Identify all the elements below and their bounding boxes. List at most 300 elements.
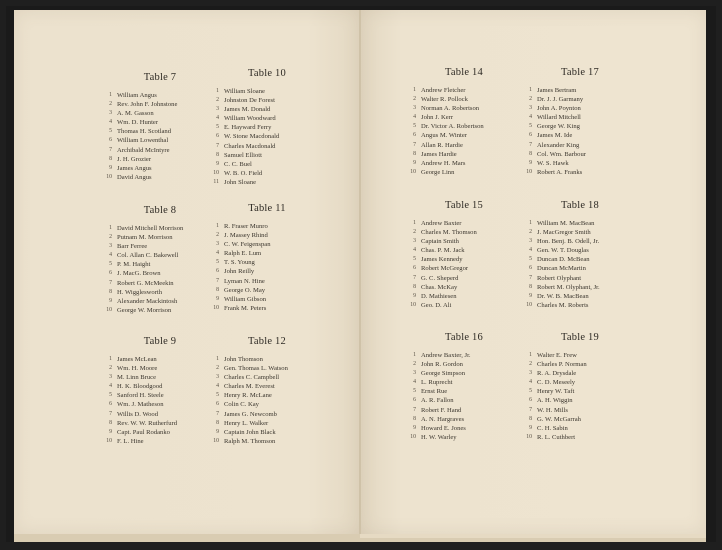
seat-number: 5: [216, 259, 219, 266]
seat-number: 9: [216, 428, 219, 435]
seat-row: [520, 104, 640, 113]
seat-list: [520, 351, 640, 442]
seat-number: 7: [529, 406, 532, 413]
table-title: Table 11: [248, 203, 286, 214]
seat-number: 2: [216, 365, 219, 372]
seat-number: 2: [529, 361, 532, 368]
table-title: Table 15: [445, 200, 483, 211]
guest-name: James Bertram: [537, 87, 577, 94]
seat-row: [100, 91, 220, 100]
seat-row: [520, 131, 640, 140]
seat-number: 9: [109, 428, 112, 435]
guest-name: Henry R. McLane: [224, 392, 272, 400]
seat-number: 5: [216, 392, 219, 399]
seat-row: [520, 159, 640, 168]
seat-row: [100, 260, 220, 269]
seat-number: 1: [109, 356, 112, 362]
seat-row: [404, 219, 524, 228]
guest-name: T. S. Young: [224, 259, 255, 267]
seat-row: [207, 428, 327, 437]
seat-row: [520, 283, 640, 292]
guest-name: Rev. John F. Johnstone: [117, 101, 178, 109]
seat-row: [404, 264, 524, 273]
guest-name: C. C. Buel: [224, 160, 252, 168]
seat-list: [520, 86, 640, 177]
table-title: Table 7: [143, 72, 177, 83]
guest-name: Angus M. Winter: [421, 132, 467, 140]
guest-name: Charles C. Campbell: [224, 374, 280, 382]
seat-number: 8: [109, 288, 112, 295]
seat-number: 9: [529, 424, 532, 431]
seat-number: 3: [529, 238, 532, 245]
seat-number: 7: [413, 141, 416, 148]
seat-row: [520, 141, 640, 150]
seat-row: [100, 382, 220, 391]
seat-list: [100, 355, 220, 446]
seat-number: 3: [413, 370, 416, 377]
seat-number: 10: [410, 433, 416, 440]
seat-row: [207, 373, 327, 382]
guest-name: Charles M. Roberts: [537, 301, 589, 309]
seat-row: [100, 288, 220, 297]
guest-name: George W. King: [537, 123, 580, 131]
seat-number: 8: [109, 155, 112, 162]
guest-name: L. Ruprecht: [421, 379, 453, 387]
seat-number: 5: [529, 256, 532, 263]
seat-number: 7: [109, 279, 112, 286]
seat-row: [207, 169, 327, 178]
seat-row: [207, 355, 327, 364]
seat-row: [404, 159, 524, 168]
guest-name: William Woodward: [224, 115, 276, 123]
seat-number: 2: [216, 232, 219, 239]
seat-number: 3: [216, 374, 219, 381]
seat-number: 8: [216, 419, 219, 426]
seat-number: 6: [109, 401, 112, 408]
seat-number: 7: [529, 274, 532, 281]
guest-name: R. Fraser Munro: [224, 223, 268, 230]
guest-name: G. C. Sheperd: [421, 274, 459, 282]
seat-number: 2: [413, 96, 416, 103]
seat-row: [100, 173, 220, 182]
seat-row: [100, 400, 220, 409]
guest-name: Andrew Baxter: [421, 220, 462, 227]
seat-row: [100, 242, 220, 251]
seat-number: 9: [109, 297, 112, 304]
guest-name: Putnam M. Morrison: [117, 234, 173, 242]
seat-row: [404, 86, 524, 95]
seat-row: [520, 264, 640, 273]
seat-number: 10: [213, 169, 219, 176]
seat-number: 6: [216, 133, 219, 140]
seat-row: [100, 419, 220, 428]
guest-name: James G. Newcomb: [224, 410, 277, 418]
seat-number: 7: [413, 406, 416, 413]
seat-row: [520, 122, 640, 131]
seat-number: 2: [109, 234, 112, 241]
guest-name: C. H. Sabin: [537, 424, 568, 432]
guest-name: Robert McGregor: [421, 265, 469, 273]
seat-number: 8: [413, 283, 416, 290]
seat-number: 5: [413, 388, 416, 395]
guest-name: Ralph E. Lum: [224, 250, 262, 258]
guest-name: H. Wigglesworth: [117, 288, 163, 296]
seat-row: [520, 168, 640, 177]
seat-number: 8: [413, 150, 416, 157]
seat-row: [207, 437, 327, 446]
seat-number: 5: [413, 256, 416, 263]
table-title: Table 10: [248, 68, 286, 79]
seat-number: 3: [529, 105, 532, 112]
guest-name: James McLean: [117, 356, 157, 363]
table-11: [207, 203, 327, 313]
guest-name: Samuel Elliott: [224, 151, 262, 159]
table-10: [207, 68, 327, 187]
seat-row: [207, 391, 327, 400]
seat-number: 1: [413, 87, 416, 93]
seat-row: [520, 396, 640, 405]
seat-number: 6: [216, 268, 219, 275]
table-18: [520, 200, 640, 310]
seat-list: [207, 87, 327, 187]
table-title: Table 16: [445, 332, 483, 343]
seat-number: 6: [529, 397, 532, 404]
table-7: [100, 72, 220, 182]
seat-number: 2: [529, 96, 532, 103]
seat-number: 5: [109, 128, 112, 135]
table-8: [100, 205, 220, 315]
guest-name: C. W. Feigenspan: [224, 241, 271, 249]
seat-number: 2: [109, 101, 112, 108]
guest-name: Ernst Rue: [421, 388, 448, 396]
seat-number: 3: [413, 238, 416, 245]
seat-list: [404, 219, 524, 310]
guest-name: Sanford H. Steele: [117, 392, 164, 400]
seat-number: 10: [410, 168, 416, 175]
guest-name: Charles P. Norman: [537, 361, 587, 369]
seat-row: [520, 274, 640, 283]
guest-name: Chas. McKay: [421, 283, 458, 291]
guest-name: R. A. Drysdale: [537, 370, 577, 378]
seat-number: 2: [413, 361, 416, 368]
seat-row: [100, 127, 220, 136]
seat-number: 4: [109, 252, 112, 259]
seat-list: [404, 86, 524, 177]
table-title: Table 12: [248, 336, 286, 347]
guest-name: Frank M. Peters: [224, 304, 267, 312]
seat-row: [207, 96, 327, 105]
guest-name: David Mitchell Morrison: [117, 225, 184, 232]
seat-row: [207, 142, 327, 151]
seat-row: [404, 168, 524, 177]
seat-row: [404, 95, 524, 104]
seat-number: 8: [529, 415, 532, 422]
guest-name: Barr Ferree: [117, 243, 148, 251]
seat-number: 5: [529, 388, 532, 395]
seat-row: [404, 104, 524, 113]
seat-number: 3: [109, 110, 112, 117]
seat-row: [207, 295, 327, 304]
seat-number: 8: [216, 286, 219, 293]
seat-number: 1: [216, 223, 219, 229]
guest-name: Henry W. Taft: [537, 388, 575, 396]
seat-row: [520, 86, 640, 95]
seat-row: [520, 415, 640, 424]
seat-number: 4: [109, 383, 112, 390]
guest-name: Robert M. Olyphant, Jr.: [537, 283, 600, 291]
seat-number: 7: [413, 274, 416, 281]
seat-row: [100, 118, 220, 127]
guest-name: Duncan D. McBean: [537, 256, 590, 264]
seat-number: 10: [213, 437, 219, 444]
guest-name: Robert F. Hand: [421, 406, 462, 414]
table-title: Table 17: [561, 67, 599, 78]
seat-row: [520, 433, 640, 442]
seat-number: 8: [413, 415, 416, 422]
guest-name: Duncan McMartin: [537, 265, 586, 273]
guest-name: D. Mathiesen: [421, 292, 457, 300]
guest-name: George Linn: [421, 168, 455, 176]
guest-name: Willis D. Wood: [117, 410, 159, 418]
seat-number: 4: [216, 115, 219, 122]
guest-name: J. Massey Rhind: [224, 232, 268, 240]
seat-row: [207, 267, 327, 276]
guest-name: W. Stone Macdonald: [224, 133, 280, 141]
seat-number: 10: [106, 437, 112, 444]
seat-number: 2: [413, 229, 416, 236]
seat-row: [520, 292, 640, 301]
table-17: [520, 67, 640, 177]
seat-number: 10: [106, 306, 112, 313]
guest-name: F. L. Hine: [117, 437, 144, 445]
seat-number: 9: [413, 292, 416, 299]
seat-row: [520, 424, 640, 433]
seat-row: [207, 304, 327, 313]
seat-row: [404, 424, 524, 433]
guest-name: A. M. Gasson: [117, 110, 154, 118]
guest-name: Col. Wm. Barbour: [537, 150, 586, 158]
seat-row: [100, 109, 220, 118]
seat-number: 3: [529, 370, 532, 377]
guest-name: Andrew Fletcher: [421, 87, 466, 94]
seat-number: 9: [413, 424, 416, 431]
page-edge-inner: [360, 534, 706, 538]
seat-row: [100, 269, 220, 278]
seat-row: [404, 274, 524, 283]
guest-name: James M. Ide: [537, 132, 573, 140]
guest-name: Walter E. Frew: [537, 352, 577, 359]
guest-name: James Hardie: [421, 150, 457, 158]
guest-name: J. MacG. Brown: [117, 270, 161, 278]
guest-name: W. B. O. Field: [224, 169, 263, 177]
seat-row: [404, 378, 524, 387]
seat-number: 9: [529, 292, 532, 299]
table-19: [520, 332, 640, 442]
guest-name: Norman A. Robertson: [421, 105, 480, 113]
guest-name: J. MacGregor Smith: [537, 229, 591, 237]
guest-name: Howard E. Jones: [421, 424, 466, 432]
seat-row: [207, 249, 327, 258]
guest-name: A. N. Hargraves: [421, 415, 465, 423]
guest-name: Dr. Victor A. Robertson: [421, 123, 484, 131]
seat-row: [520, 246, 640, 255]
seat-number: 8: [529, 283, 532, 290]
seat-row: [404, 237, 524, 246]
guest-name: E. Hayward Ferry: [224, 124, 272, 132]
guest-name: Captain Smith: [421, 238, 459, 246]
seat-row: [207, 410, 327, 419]
seat-row: [520, 360, 640, 369]
guest-name: James Angus: [117, 164, 152, 172]
seat-row: [207, 151, 327, 160]
seat-row: [100, 437, 220, 446]
seat-row: [404, 246, 524, 255]
seat-list: [520, 219, 640, 310]
seat-row: [207, 382, 327, 391]
guest-name: Archibald McIntyre: [117, 146, 170, 154]
guest-name: R. L. Cuthbert: [537, 433, 576, 441]
guest-name: George Simpson: [421, 370, 466, 378]
guest-name: Lyman N. Hine: [224, 277, 265, 285]
seat-row: [404, 433, 524, 442]
seat-row: [207, 240, 327, 249]
seat-row: [520, 387, 640, 396]
seat-number: 8: [529, 150, 532, 157]
seat-row: [520, 150, 640, 159]
guest-name: Thomas H. Scotland: [117, 128, 172, 136]
guest-name: Captain John Black: [224, 428, 276, 436]
seat-number: 9: [413, 159, 416, 166]
guest-name: A. R. Fallon: [421, 397, 454, 405]
seat-number: 6: [109, 137, 112, 144]
seat-row: [520, 113, 640, 122]
table-title: Table 19: [561, 332, 599, 343]
guest-name: John A. Poynton: [537, 105, 581, 113]
seat-row: [100, 306, 220, 315]
seat-number: 6: [529, 265, 532, 272]
seat-list: [207, 222, 327, 313]
table-title: Table 18: [561, 200, 599, 211]
seat-row: [404, 113, 524, 122]
guest-name: Willard Mitchell: [537, 114, 581, 122]
seat-number: 1: [216, 88, 219, 94]
seat-number: 6: [413, 265, 416, 272]
seat-number: 2: [216, 97, 219, 104]
seat-row: [207, 87, 327, 96]
seat-row: [207, 364, 327, 373]
seat-row: [100, 428, 220, 437]
seat-number: 5: [216, 124, 219, 131]
seat-number: 10: [410, 301, 416, 308]
guest-name: David Angus: [117, 173, 152, 181]
seat-number: 1: [109, 225, 112, 231]
table-title: Table 9: [143, 336, 177, 347]
guest-name: James M. Donald: [224, 106, 271, 114]
seat-row: [100, 251, 220, 260]
guest-name: G. W. McGarrah: [537, 415, 581, 423]
guest-name: John Thomson: [224, 356, 263, 363]
seat-number: 7: [216, 142, 219, 149]
seat-number: 5: [109, 261, 112, 268]
seat-row: [404, 396, 524, 405]
seat-row: [404, 255, 524, 264]
seat-row: [100, 279, 220, 288]
seat-number: 1: [109, 92, 112, 98]
guest-name: William Gibson: [224, 295, 267, 303]
seat-row: [404, 150, 524, 159]
seat-row: [404, 360, 524, 369]
seat-number: 8: [109, 419, 112, 426]
guest-name: H. W. Warley: [421, 433, 457, 441]
seat-row: [207, 178, 327, 187]
seat-row: [100, 373, 220, 382]
guest-name: Wm. J. Matheson: [117, 401, 164, 409]
seat-number: 4: [216, 250, 219, 257]
seat-row: [207, 123, 327, 132]
guest-name: Henry L. Walker: [224, 419, 269, 427]
guest-name: James Kennedy: [421, 256, 463, 264]
seat-list: [100, 224, 220, 315]
table-title: Table 8: [143, 205, 177, 216]
seat-number: 6: [413, 397, 416, 404]
guest-name: John Reilly: [224, 268, 255, 276]
seat-row: [100, 355, 220, 364]
seat-number: 4: [109, 119, 112, 126]
seat-row: [100, 224, 220, 233]
table-14: [404, 67, 524, 177]
seat-number: 5: [413, 123, 416, 130]
guest-name: George O. May: [224, 286, 266, 294]
guest-name: Alexander Mackintosh: [117, 297, 178, 305]
seat-row: [100, 297, 220, 306]
guest-name: Wm. D. Hunter: [117, 119, 159, 127]
guest-name: Walter R. Pollock: [421, 96, 468, 104]
table-16: [404, 332, 524, 442]
seat-row: [404, 141, 524, 150]
guest-name: W. S. Hawk: [537, 159, 569, 167]
seat-number: 5: [109, 392, 112, 399]
table-9: [100, 336, 220, 446]
guest-name: Hon. Benj. B. Odell, Jr.: [537, 238, 600, 246]
seat-row: [520, 95, 640, 104]
guest-name: Dr. J. J. Garmany: [537, 96, 584, 104]
seat-number: 3: [413, 105, 416, 112]
seat-row: [404, 387, 524, 396]
seat-row: [207, 400, 327, 409]
seat-number: 5: [529, 123, 532, 130]
guest-name: C. D. Meseely: [537, 379, 576, 387]
guest-name: Dr. W. B. MacBean: [537, 292, 589, 300]
guest-name: Allan R. Hardie: [421, 141, 463, 149]
seat-row: [404, 292, 524, 301]
seat-number: 9: [529, 159, 532, 166]
guest-name: John J. Kerr: [421, 114, 454, 122]
guest-name: M. Linn Bruce: [117, 374, 157, 382]
seat-number: 3: [109, 374, 112, 381]
seat-row: [207, 160, 327, 169]
seat-row: [100, 146, 220, 155]
seat-row: [100, 136, 220, 145]
guest-name: William Lowenthal: [117, 137, 169, 145]
table-12: [207, 336, 327, 446]
seat-number: 4: [529, 114, 532, 121]
guest-name: Ralph M. Thomson: [224, 437, 276, 445]
seat-number: 3: [216, 241, 219, 248]
guest-name: Gen. Thomas L. Watson: [224, 365, 288, 373]
seat-number: 10: [106, 173, 112, 180]
seat-number: 9: [216, 295, 219, 302]
seat-row: [207, 114, 327, 123]
